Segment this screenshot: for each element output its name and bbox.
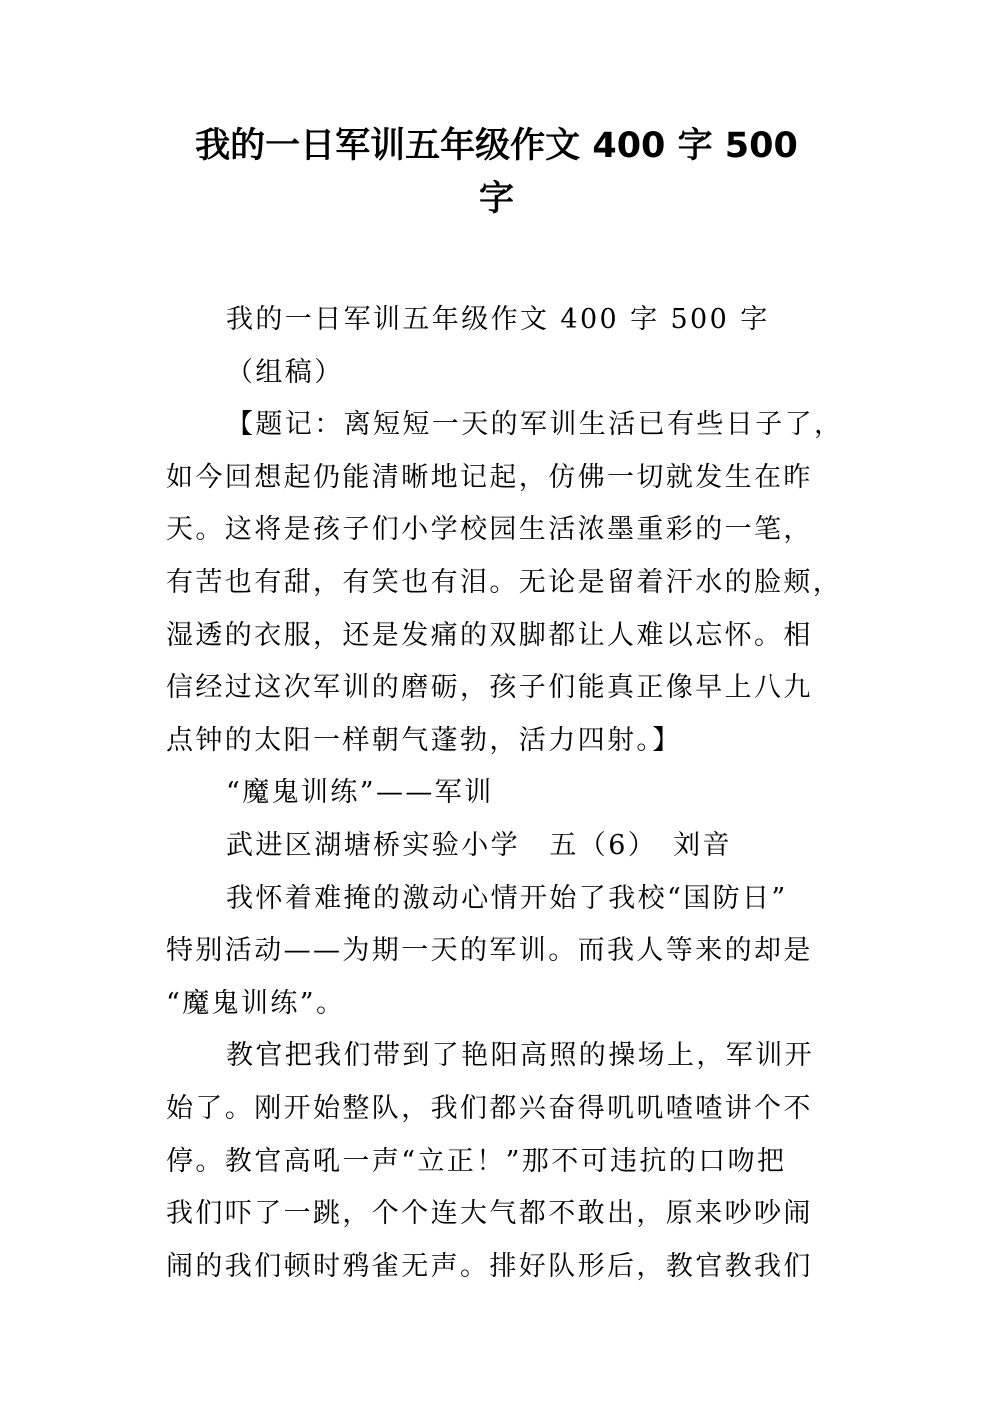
paragraph-line: 我怀着难掩的激动心情开始了我校“国防日” [226, 882, 788, 914]
paragraph-line: 教官把我们带到了艳阳高照的操场上，军训开 [226, 1040, 814, 1072]
document-body [166, 294, 856, 1293]
paragraph-line: 如今回想起仍能清晰地记起，仿佛一切就发生在昨 [166, 461, 813, 493]
paragraph-line: 【题记：离短短一天的军训生活已有些日子了， [226, 409, 844, 441]
title-line-2: 字 [478, 179, 514, 219]
paragraph-line: （组稿） [226, 356, 344, 388]
paragraph-line: 我的一日军训五年级作文 400 字 500 字 [226, 304, 770, 335]
paragraph [166, 1030, 856, 1293]
paragraph-line: 点钟的太阳一样朝气蓬勃，活力四射。】 [166, 724, 682, 756]
paragraph-line: 武进区湖塘桥实验小学 五（6） 刘音 [226, 829, 732, 861]
paragraph [166, 820, 856, 873]
paragraph-line: 天。这将是孩子们小学校园生活浓墨重彩的一笔， [166, 514, 813, 546]
paragraph-line: 闹的我们顿时鸦雀无声。排好队形后，教官教我们 [166, 1250, 813, 1282]
paragraph-line: 特别活动——为期一天的军训。而我人等来的却是 [166, 935, 813, 967]
paragraph-line: “魔鬼训练”——军训 [226, 777, 494, 809]
paragraph-line: 有苦也有甜，有笑也有泪。无论是留着汗水的脸颊， [166, 566, 843, 598]
paragraph-line: 信经过这次军训的磨砺，孩子们能真正像早上八九 [166, 672, 813, 704]
document-title [0, 120, 993, 226]
paragraph-line: 停。教官高吼一声“立正！”那不可违抗的口吻把 [166, 1145, 787, 1177]
paragraph [166, 873, 856, 1031]
paragraph [166, 399, 856, 767]
paragraph-line: “魔鬼训练”。 [166, 987, 346, 1019]
paragraph [166, 767, 856, 820]
paragraph [166, 294, 856, 347]
paragraph-line: 我们吓了一跳，个个连大气都不敢出，原来吵吵闹 [166, 1198, 813, 1230]
paragraph-line: 始了。刚开始整队，我们都兴奋得叽叽喳喳讲个不 [166, 1092, 813, 1124]
paragraph-line: 湿透的衣服，还是发痛的双脚都让人难以忘怀。相 [166, 619, 813, 651]
title-line-1: 我的一日军训五年级作文 400 字 500 [195, 126, 798, 166]
paragraph [166, 347, 856, 400]
